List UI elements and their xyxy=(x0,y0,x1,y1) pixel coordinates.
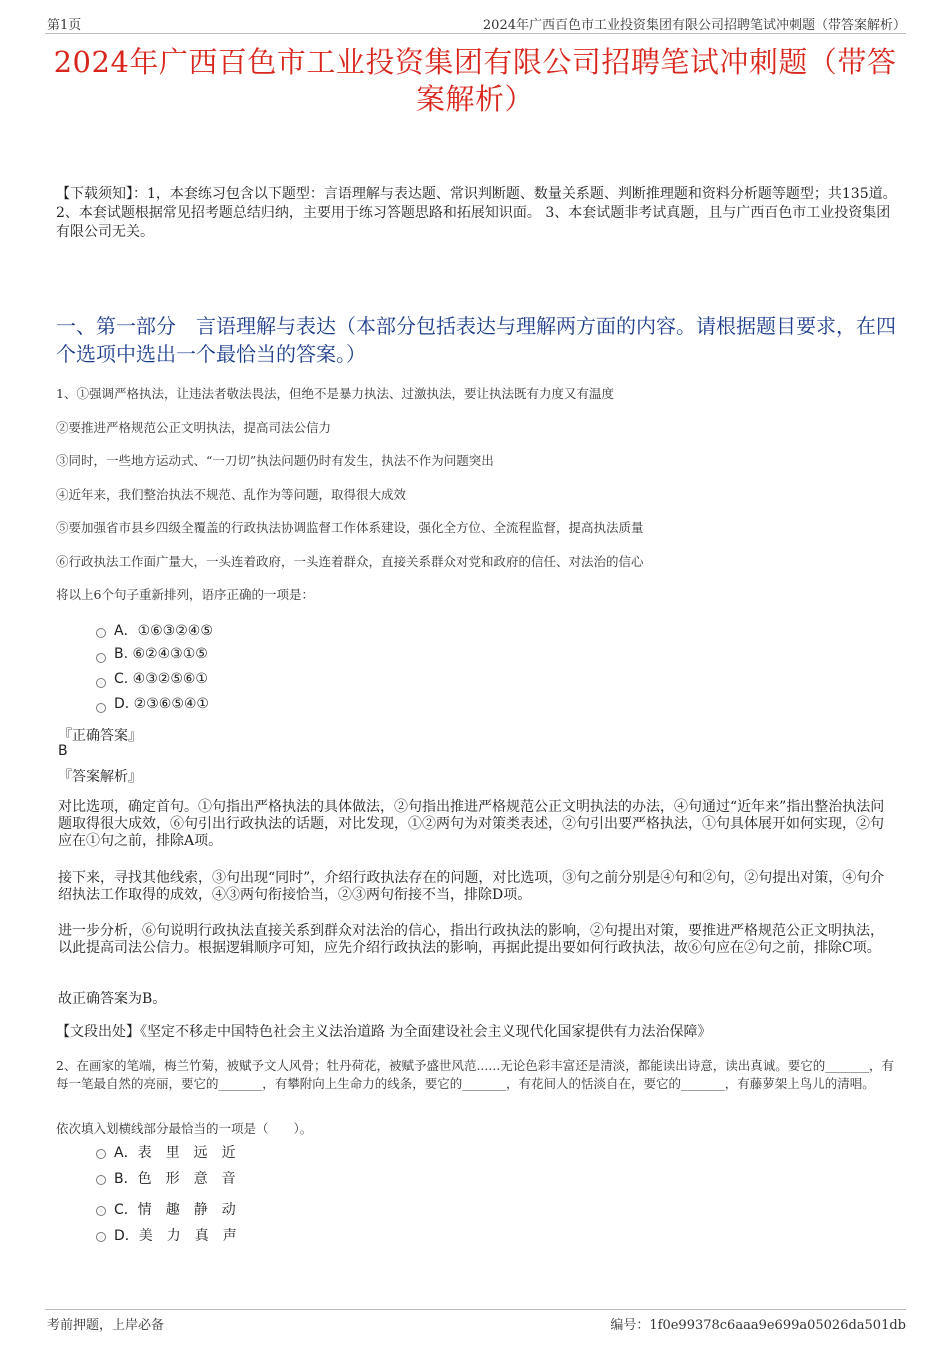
header-doc-title: 2024年广西百色市工业投资集团有限公司招聘笔试冲刺题（带答案解析） xyxy=(482,18,906,33)
q2-text: 2、在画家的笔端，梅兰竹菊，被赋予文人风骨；牡丹荷花，被赋予盛世风范......无论色彩丰富还是清淡，都能读出诗意，读出真诚。要它的_______，有每一笔最自然的亮丽，要它的_______，有攀附向上生命力的线条，要它的_______，有花间人的恬淡自在，要它的_______，有藤萝架上鸟儿的清唱。 xyxy=(56,1058,895,1091)
footer-doc-id: 编号：1f0e99378c6aaa9e699a05026da501db xyxy=(610,1318,906,1333)
analysis-paragraph-1: 对比选项，确定首句。①句指出严格执法的具体做法，②句指出推进严格规范公正文明执法的办法，④句通过“近年来”指出整治执法问题取得很大成效，⑥句引出行政执法的话题，对比发现，①②两句为对策类表述，②句引出要严格执法，①句具体展开如何实现，②句应在①句之前，排除A项。 xyxy=(58,799,885,849)
q2-option-d[interactable]: D．美 力 真 声 xyxy=(114,1228,237,1244)
analysis-paragraph-2: 接下来，寻找其他线索，③句出现“同时”，介绍行政执法存在的问题，对比选项，③句之前分别是④句和②句，②句提出对策，④句介绍执法工作取得的成效，④③两句衔接恰当，②③两句衔接不当，排除D项。 xyxy=(58,870,885,903)
q1-option-d[interactable]: D. ②③⑥⑤④① xyxy=(114,696,209,712)
q1-sentence-6: ⑥行政执法工作面广量大，一头连着政府，一头连着群众，直接关系群众对党和政府的信任、对法治的信心 xyxy=(56,554,644,569)
q2-stem: 依次填入划横线部分最恰当的一项是（ ）。 xyxy=(56,1121,313,1136)
footer-slogan: 考前押题，上岸必备 xyxy=(47,1318,165,1333)
q1-option-b[interactable]: B. ⑥②④③①⑤ xyxy=(114,646,208,662)
q1-sentence-5: ⑤要加强省市县乡四级全覆盖的行政执法协调监督工作体系建设，强化全方位、全流程监督，提高执法质量 xyxy=(56,520,644,535)
page-title: 2024年广西百色市工业投资集团有限公司招聘笔试冲刺题（带答案解析） xyxy=(53,45,897,116)
header-divider xyxy=(45,33,906,34)
analysis-conclusion: 故正确答案为B。 xyxy=(58,991,167,1007)
q1-option-c-radio[interactable] xyxy=(96,678,106,688)
analysis-paragraph-3: 进一步分析，⑥句说明行政执法直接关系到群众对法治的信心，指出行政执法的影响，②句提出对策，要推进严格规范公正文明执法，以此提高司法公信力。根据逻辑顺序可知，应先介绍行政执法的影响，再据此提出要如何行政执法，故⑥句应在②句之前，排除C项。 xyxy=(58,923,884,956)
q1-option-b-radio[interactable] xyxy=(96,653,106,663)
q1-sentence-1: 1、①强调严格执法，让违法者敬法畏法，但绝不是暴力执法、过激执法，要让执法既有力度又有温度 xyxy=(56,386,614,401)
source-citation: 【文段出处】《坚定不移走中国特色社会主义法治道路 为全面建设社会主义现代化国家提供有力法治保障》 xyxy=(56,1024,712,1040)
q1-option-c[interactable]: C. ④③②⑤⑥① xyxy=(114,671,208,687)
q1-sentence-3: ③同时，一些地方运动式、“一刀切”执法问题仍时有发生，执法不作为问题突出 xyxy=(56,453,494,468)
q1-option-a-radio[interactable] xyxy=(96,628,106,638)
q1-stem: 将以上6个句子重新排列，语序正确的一项是： xyxy=(56,587,314,602)
q2-option-b-radio[interactable] xyxy=(96,1175,106,1185)
section-heading: 一、第一部分 言语理解与表达（本部分包括表达与理解两方面的内容。请根据题目要求，在四个选项中选出一个最恰当的答案。） xyxy=(56,314,896,366)
answer-label: 『正确答案』 xyxy=(58,728,142,744)
q1-sentence-2: ②要推进严格规范公正文明执法，提高司法公信力 xyxy=(56,420,332,435)
footer-divider xyxy=(45,1309,906,1310)
q2-option-d-radio[interactable] xyxy=(96,1232,106,1242)
download-notice: 【下载须知】：1，本套练习包含以下题型：言语理解与表达题、常识判断题、数量关系题、判断推理题和资料分析题等题型；共135道。 2、本套试题根据常见招考题总结归纳，主要用于练习答题思路和拓展知识面。 3、本套试题非考试真题，且与广西百色市工业投资集团有限公司无关。 xyxy=(56,186,897,240)
q2-option-a[interactable]: A．表 里 远 近 xyxy=(114,1145,236,1161)
page-number: 第1页 xyxy=(47,18,82,33)
q2-option-b[interactable]: B．色 形 意 音 xyxy=(114,1171,236,1187)
q1-option-a[interactable]: A．①⑥③②④⑤ xyxy=(114,623,213,639)
q1-option-d-radio[interactable] xyxy=(96,703,106,713)
analysis-label: 『答案解析』 xyxy=(58,769,142,785)
q2-option-c-radio[interactable] xyxy=(96,1206,106,1216)
q2-option-c[interactable]: C．情 趣 静 动 xyxy=(114,1202,236,1218)
answer-value: B xyxy=(58,743,68,759)
q2-option-a-radio[interactable] xyxy=(96,1149,106,1159)
q1-sentence-4: ④近年来，我们整治执法不规范、乱作为等问题，取得很大成效 xyxy=(56,487,407,502)
